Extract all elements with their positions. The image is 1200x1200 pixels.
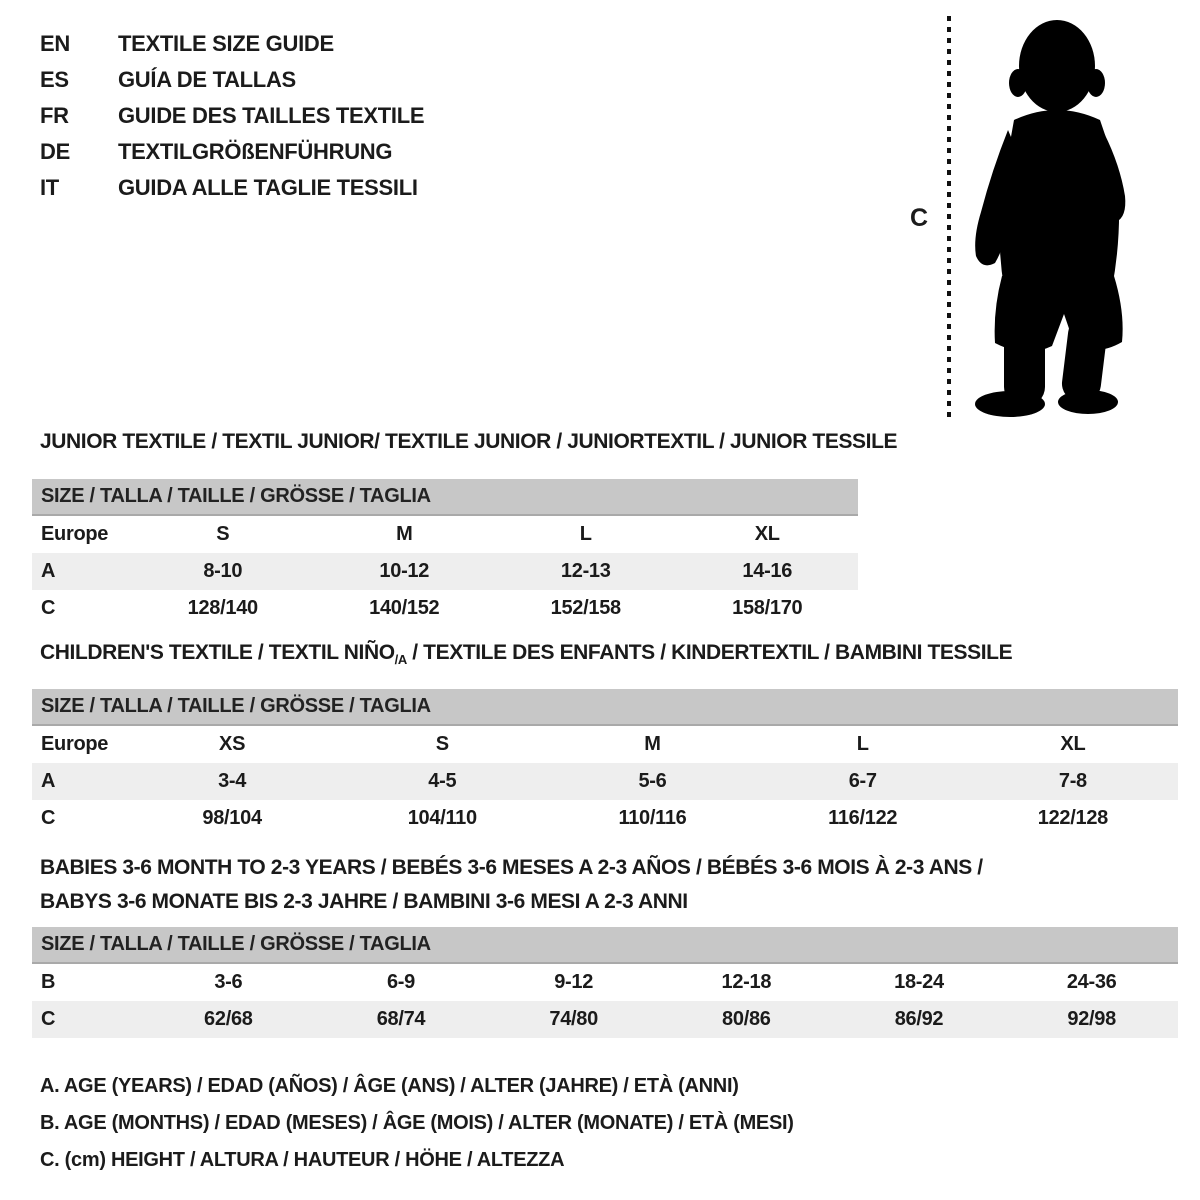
junior-size-table bbox=[32, 479, 858, 627]
height-cell: 128/140 bbox=[187, 597, 258, 619]
table-header-bar: SIZE / TALLA / TAILLE / GRÖSSE / TAGLIA bbox=[32, 479, 858, 516]
size-cell: L bbox=[856, 733, 869, 755]
table-row bbox=[32, 800, 1178, 837]
age-cell: 6-7 bbox=[848, 770, 877, 792]
height-measure-figure bbox=[890, 0, 1200, 440]
table-row bbox=[32, 726, 1178, 763]
measure-legend bbox=[40, 1068, 794, 1179]
size-cell: S bbox=[216, 523, 230, 545]
row-label: A bbox=[41, 560, 56, 582]
babies-size-table bbox=[32, 927, 1178, 1038]
lang-row-it bbox=[40, 170, 424, 206]
age-cell: 12-18 bbox=[721, 971, 772, 993]
height-cell: 140/152 bbox=[369, 597, 440, 619]
height-cell: 68/74 bbox=[376, 1008, 426, 1030]
height-cell: 152/158 bbox=[550, 597, 621, 619]
height-cell: 62/68 bbox=[204, 1008, 253, 1030]
children-section-title bbox=[40, 641, 1012, 665]
height-cell: 110/116 bbox=[618, 807, 687, 829]
table-row bbox=[32, 1001, 1178, 1038]
age-cell: 9-12 bbox=[554, 971, 594, 993]
age-cell: 7-8 bbox=[1058, 770, 1087, 792]
size-cell: L bbox=[579, 523, 592, 545]
lang-title: TEXTILE SIZE GUIDE bbox=[118, 31, 334, 56]
age-cell: 6-9 bbox=[386, 971, 415, 993]
height-cell: 98/104 bbox=[202, 807, 262, 829]
age-cell: 4-5 bbox=[428, 770, 457, 792]
row-label: B bbox=[41, 971, 56, 993]
table-row bbox=[32, 763, 1178, 800]
table-row bbox=[32, 516, 858, 553]
babies-title-line2: BABYS 3-6 MONATE BIS 2-3 JAHRE / BAMBINI 3-6 MESI A 2-3 ANNI bbox=[40, 890, 688, 913]
age-cell: 24-36 bbox=[1066, 971, 1117, 993]
height-cell: 86/92 bbox=[894, 1008, 944, 1030]
language-title-list bbox=[40, 26, 424, 206]
row-label: C bbox=[41, 1008, 56, 1030]
size-cell: M bbox=[644, 733, 661, 755]
size-cell: XL bbox=[754, 523, 780, 545]
table-row bbox=[32, 590, 858, 627]
height-cell: 92/98 bbox=[1067, 1008, 1116, 1030]
lang-title: TEXTILGRÖßENFÜHRUNG bbox=[118, 139, 393, 164]
table-row bbox=[32, 553, 858, 590]
lang-title: GUÍA DE TALLAS bbox=[118, 67, 296, 92]
age-cell: 8-10 bbox=[203, 560, 243, 582]
lang-row-fr bbox=[40, 98, 424, 134]
row-label: Europe bbox=[41, 733, 109, 755]
lang-title: GUIDA ALLE TAGLIE TESSILI bbox=[118, 175, 418, 200]
age-cell: 3-4 bbox=[218, 770, 247, 792]
row-label: C bbox=[41, 807, 56, 829]
age-cell: 18-24 bbox=[894, 971, 944, 993]
row-label: C bbox=[41, 597, 56, 619]
age-cell: 5-6 bbox=[638, 770, 667, 792]
age-cell: 14-16 bbox=[742, 560, 793, 582]
children-title-sub: /A bbox=[394, 652, 407, 667]
children-title-post: / TEXTILE DES ENFANTS / KINDERTEXTIL / BAMBINI TESSILE bbox=[406, 641, 1013, 664]
lang-code: ES bbox=[40, 67, 69, 92]
table-row bbox=[32, 964, 1178, 1001]
lang-code: FR bbox=[40, 103, 69, 128]
height-cell: 104/110 bbox=[407, 807, 477, 829]
age-cell: 12-13 bbox=[560, 560, 611, 582]
babies-title-line1: BABIES 3-6 MONTH TO 2-3 YEARS / BEBÉS 3-6 MESES A 2-3 AÑOS / BÉBÉS 3-6 MOIS À 2-3 ANS / bbox=[40, 856, 983, 879]
height-cell: 158/170 bbox=[732, 597, 803, 619]
size-cell: XL bbox=[1060, 733, 1086, 755]
height-cell: 122/128 bbox=[1037, 807, 1108, 829]
height-measure-label: C bbox=[910, 204, 929, 232]
lang-title: GUIDE DES TAILLES TEXTILE bbox=[118, 103, 425, 128]
lang-code: IT bbox=[40, 175, 59, 200]
lang-row-en bbox=[40, 26, 424, 62]
junior-section-title: JUNIOR TEXTILE / TEXTIL JUNIOR/ TEXTILE JUNIOR / JUNIORTEXTIL / JUNIOR TESSILE bbox=[40, 430, 898, 453]
legend-line-a: A. AGE (YEARS) / EDAD (AÑOS) / ÂGE (ANS) / ALTER (JAHRE) / ETÀ (ANNI) bbox=[40, 1075, 739, 1097]
size-cell: XS bbox=[219, 733, 246, 755]
lang-code: EN bbox=[40, 31, 70, 56]
babies-section-title bbox=[40, 851, 983, 919]
height-dashed-line-icon bbox=[946, 16, 952, 420]
size-cell: S bbox=[435, 733, 449, 755]
height-cell: 74/80 bbox=[549, 1008, 598, 1030]
children-size-table bbox=[32, 689, 1178, 837]
size-cell: M bbox=[396, 523, 413, 545]
lang-row-es bbox=[40, 62, 424, 98]
legend-line-b: B. AGE (MONTHS) / EDAD (MESES) / ÂGE (MOIS) / ALTER (MONATE) / ETÀ (MESI) bbox=[40, 1112, 794, 1134]
age-cell: 10-12 bbox=[379, 560, 430, 582]
age-cell: 3-6 bbox=[214, 971, 243, 993]
table-header-bar: SIZE / TALLA / TAILLE / GRÖSSE / TAGLIA bbox=[32, 689, 1178, 726]
lang-code: DE bbox=[40, 139, 70, 164]
lang-row-de bbox=[40, 134, 424, 170]
toddler-silhouette-icon bbox=[964, 20, 1142, 420]
legend-line-c: C. (cm) HEIGHT / ALTURA / HAUTEUR / HÖHE / ALTEZZA bbox=[40, 1149, 565, 1171]
height-cell: 116/122 bbox=[828, 807, 898, 829]
row-label: A bbox=[41, 770, 56, 792]
children-title-pre: CHILDREN'S TEXTILE / TEXTIL NIÑO bbox=[40, 641, 395, 664]
row-label: Europe bbox=[41, 523, 109, 545]
table-header-bar: SIZE / TALLA / TAILLE / GRÖSSE / TAGLIA bbox=[32, 927, 1178, 964]
height-cell: 80/86 bbox=[722, 1008, 771, 1030]
